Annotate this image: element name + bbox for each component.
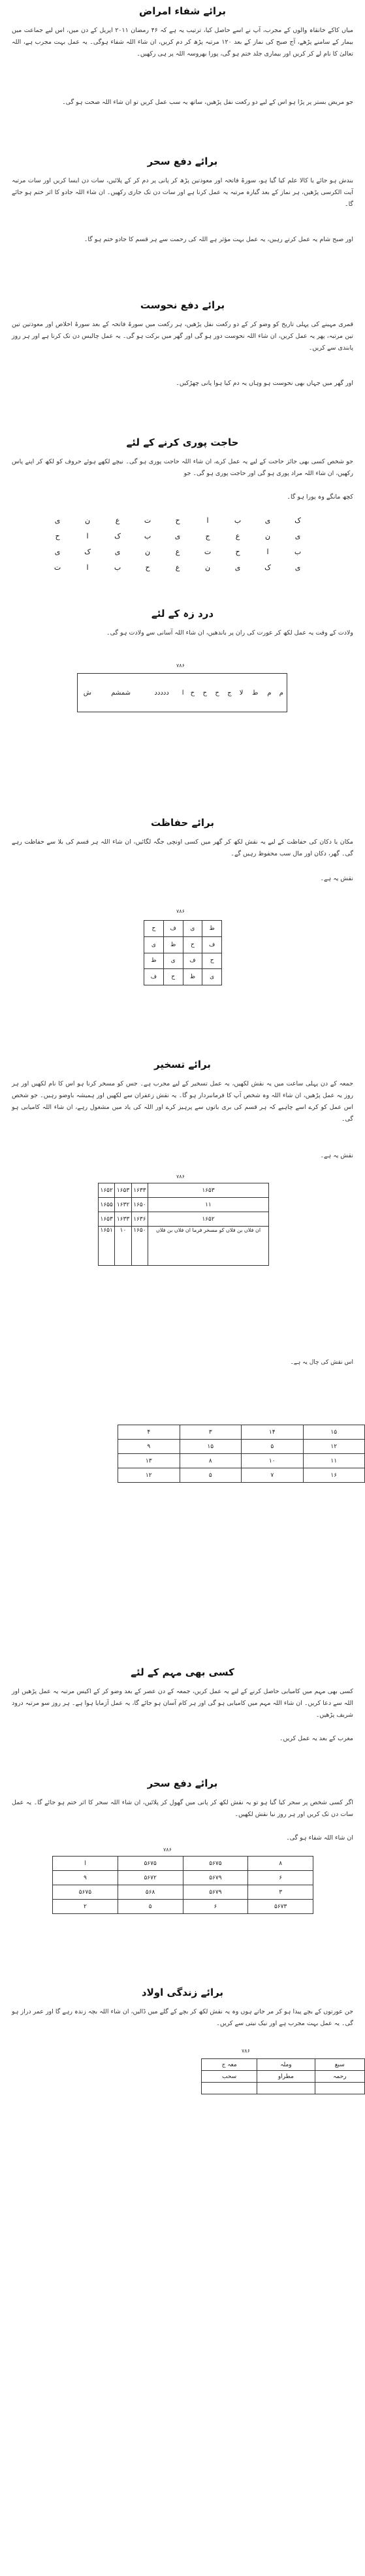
cell: وملہ [257,2059,315,2071]
cell: ۱۶۵۲ [148,1212,269,1227]
letter: ی [294,532,301,540]
cell: شمشم [111,689,131,697]
cell: ۹ [118,1440,180,1454]
letter: ع [115,516,120,525]
cell: مطراو [257,2071,315,2083]
letter: ی [264,516,271,525]
paragraph: اور گھر میں جہاں بھی نحوست ہو وہاں یہ دم کیا ہوا پانی چھڑکیں۔ [176,380,353,387]
letter: ی [294,563,301,572]
cell: معہ ج [202,2059,257,2071]
section-title: برائے دفع سحر [147,156,218,167]
section-title: برائے تسخیر [154,1059,211,1070]
cell: ۱۶۵۳ [148,1183,269,1198]
naqsh-table [98,1183,269,1266]
cell: ۱۵ [180,1440,242,1454]
letter: ن [264,532,271,540]
cell: ددددد [154,689,169,697]
cell: ف [163,921,183,937]
cell: ف [202,936,222,953]
cell: ۱۶۵۱ [99,1227,115,1266]
cell: ۵ [180,1468,242,1483]
paragraph: ولادت کے وقت یہ عمل لکھ کر عورت کی ران پر باندھیں، ان شاء اللہ آسانی سے ولادت ہو گی۔ [106,629,353,636]
cell: ۱۶۳۳ [131,1183,148,1198]
cell: سحب [202,2071,257,2083]
cell: ۳ [248,1885,313,1900]
cell: ح [202,689,207,697]
section-title: برائے زندگی اولاد [141,1987,224,1998]
cell: ۱۶۵۳ [115,1183,131,1198]
cell [315,2083,364,2094]
letter: ا [86,532,89,540]
cell: ۲ [53,1900,118,1914]
cell: ۱۱ [148,1198,269,1212]
letter: ب [144,532,151,540]
cell: ۱۲ [118,1468,180,1483]
cell: ۱۵ [303,1425,365,1440]
cell: ۱۰ [115,1227,131,1266]
letter-row [42,516,313,525]
letter: ن [204,563,211,572]
letter: ک [114,532,121,540]
cell: ی [144,936,164,953]
cell: ظ [183,969,202,985]
cell: ۸ [248,1857,313,1871]
paragraph: اس نقش کی چال یہ ہے۔ [290,1359,353,1366]
cell: ۵۶۷۵ [118,1857,183,1871]
letter: ب [234,516,242,525]
naqsh-frame [77,673,287,712]
cell: ح [183,936,202,953]
letter: ا [86,563,89,572]
cell: ۵۶۷۵ [53,1885,118,1900]
letter: ب [114,563,121,572]
cell: ۱۴ [242,1425,304,1440]
cell: ط [252,689,259,697]
cell: ۵۶۷۳ [248,1900,313,1914]
cell: ح [215,689,219,697]
cell: سبع [315,2059,364,2071]
naqsh-table [118,1425,365,1483]
cell [202,2083,257,2094]
section-title: کسی بھی مہم کے لئے [131,1666,234,1678]
letter: ن [144,548,151,556]
section-title: برائے دفع نحوست [140,299,225,311]
paragraph: ان شاء اللہ شفاء ہو گی۔ [286,1834,353,1841]
cell: ف [183,953,202,969]
letter-row [42,548,313,556]
cell: ۳ [180,1425,242,1440]
letter: ح [175,516,180,525]
cell [257,2083,315,2094]
cell: ف [144,969,164,985]
section-title: برائے حفاظت [151,817,214,829]
section-title: برائے دفع سحر [147,1777,218,1789]
cell: ۱۳ [118,1454,180,1468]
cell: ح [190,689,195,697]
cell: ۹ [53,1871,118,1885]
letter: ت [204,548,212,556]
cell: ظ [144,953,164,969]
cell: لا [239,689,244,697]
cell: ۱۶۵۵ [99,1198,115,1212]
cell: ۱۶۵۲ [99,1183,115,1198]
cell: ظ [163,936,183,953]
letter: ا [266,548,269,556]
cell: ۵۶۷۲ [118,1871,183,1885]
cell: ج [227,689,232,697]
cell: ۶ [248,1871,313,1885]
cell: ی [163,953,183,969]
cell: ۱۱ [303,1454,365,1468]
header-number: ۷۸۶ [242,2048,250,2054]
letter: ی [234,563,241,572]
cell: رحمہ [315,2071,364,2083]
paragraph: بندش ہو جائے یا کالا علم کیا گیا ہو، سورۃ فاتحہ اور معوذتین پڑھ کر پانی پر دم کر کے پلائیں، سات دن ایسا کریں اور سات مرتبہ آیت الکرسی پڑھیں، ہر نماز کے بعد گیارہ مرتبہ یہ عمل کرنا ہے اور سات دن تک جاری رکھیں۔ ان شاء اللہ جادو کا اثر ختم ہو جائے گا۔ [12,177,353,208]
cell-note: ان فلاں بن فلاں کو مسخر فرما ان فلاں بن فلاں [148,1227,269,1266]
paragraph: کچھ مانگے وہ پورا ہو گا۔ [287,493,353,501]
letter: ت [54,563,61,572]
cell: ۸ [180,1454,242,1468]
letter: ع [175,563,180,572]
cell: ۵ [118,1900,183,1914]
cell: ۱۶۳۲ [115,1198,131,1212]
cell: ا [53,1857,118,1871]
cell: ۱۶۵۰ [131,1227,148,1266]
letter: ن [84,516,91,525]
letter: ع [175,548,180,556]
letter: ح [55,532,60,540]
paragraph: مغرب کے بعد یہ عمل کریں۔ [279,1735,353,1742]
cell: ۱۶۵۰ [131,1198,148,1212]
paragraph: نقش یہ ہے۔ [320,1152,353,1159]
letter-row [42,563,313,572]
section-title: حاجت پوری کرنے کے لئے [126,437,239,448]
section-title: برائے شفاء امراض [139,5,226,17]
paragraph: جن عورتوں کے بچے پیدا ہو کر مر جاتے ہوں وہ یہ نقش لکھ کر بچے کے گلے میں ڈالیں، ان شاء اللہ بچہ زندہ رہے گا اور عمر دراز ہو گی۔ یہ عمل بہت مجرب ہے اور نیک نیتی سے کریں۔ [12,2008,353,2027]
cell: ح [144,921,164,937]
cell: ی [202,969,222,985]
paragraph: اگر کسی شخص پر سحر کیا گیا ہو تو یہ نقش لکھ کر پانی میں گھول کر پلائیں، ان شاء اللہ سحر کا اثر ختم ہو جائے گا۔ یہ عمل سات دن تک کریں اور ہر روز نیا نقش لکھیں۔ [12,1799,353,1818]
cell: ۱۰ [242,1454,304,1468]
paragraph: میاں کاکے خانقاہ والوں کے مجرب، آپ نے اسے حاصل کیا، ترتیب یہ ہے کہ ۴۶ رمضان ۲۰۱۱ اپریل کے دن میں، اس لیے جماعت میں بیمار کے سامنے پڑھے، آج صبح کی نماز کے بعد ۱۲۰ مرتبہ پڑھ کر دم کریں، ان شاء اللہ شفاء ہوگی۔ یہ عمل بہت مجرب ہے، اللہ تعالیٰ کا نام لے کر کریں اور بیماری جلد ختم ہو گی، پورا بھروسہ اللہ پر ہی رکھیں۔ [12,27,353,58]
letter: ع [235,532,240,540]
letter: ک [84,548,91,556]
letter: ح [235,548,240,556]
letter: ت [144,516,151,525]
naqsh-table [201,2058,365,2094]
letter: ا [206,516,209,525]
letter-row [42,532,313,540]
header-number: ۷۸۶ [176,1174,185,1180]
cell: ش [83,689,91,697]
letter: ی [54,548,61,556]
cell: ۵۶۷۹ [183,1871,248,1885]
cell: ۴ [118,1425,180,1440]
section-title: درد زہ کے لئے [151,608,214,619]
paragraph: جو مریض بستر پر پڑا ہو اس کے لیے دو رکعت نفل پڑھیں، ساتھ یہ سب عمل کریں تو ان شاء اللہ صحت ہو گی۔ [62,99,353,106]
cell: ح [163,969,183,985]
naqsh-table [52,1856,313,1914]
cell: ۱۶۳۳ [115,1212,131,1227]
naqsh-grid [144,920,222,985]
paragraph: جمعہ کے دن پہلی ساعت میں یہ نقش لکھیں، یہ عمل تسخیر کے لیے مجرب ہے۔ جس کو مسخر کرنا ہو اس کا نام لکھیں اور ہر روز یہ عمل پڑھیں، ان شاء اللہ وہ شخص آپ کا فرمانبردار ہو گا۔ یہ نقش زعفران سے لکھیں اور ہمیشہ باوضو رہیں۔ جو شخص اس عمل کو کرے اسے چاہیے کہ ہر قسم کی بری باتوں سے پرہیز کرے اور اللہ کی یاد میں مشغول رہے، ان شاء اللہ کامیابی ہو گی۔ [12,1080,353,1123]
header-number: ۷۸۶ [163,1847,172,1853]
cell: ح [202,953,222,969]
letter: ی [114,548,121,556]
cell: ۱۶۵۳ [99,1212,115,1227]
header-number: ۷۸۶ [176,908,185,914]
paragraph: نقش یہ ہے۔ [320,875,353,882]
cell: ۷ [242,1468,304,1483]
letter: ی [54,516,61,525]
letter: ی [174,532,181,540]
cell: ۱۲ [303,1440,365,1454]
letter: ب [294,548,302,556]
cell: ۵۶۷۵ [183,1857,248,1871]
cell: ۵ [242,1440,304,1454]
paragraph: مکان یا دکان کی حفاظت کے لیے یہ نقش لکھ کر گھر میں کسی اونچی جگہ لگائیں، ان شاء اللہ ہر قسم کی بلا سے حفاظت رہے گی۔ گھر، دکان اور مال سب محفوظ رہیں گے۔ [12,838,353,857]
cell: م [279,689,283,697]
letter: ک [264,563,271,572]
cell: ی [183,921,202,937]
cell: ۶ [183,1900,248,1914]
paragraph: اور صبح شام یہ عمل کرتے رہیں، یہ عمل بہت مؤثر ہے اللہ کی رحمت سے ہر قسم کا جادو ختم ہو گا۔ [84,236,353,243]
letter: ک [294,516,301,525]
paragraph: قمری مہینے کی پہلی تاریخ کو وضو کر کے دو رکعت نفل پڑھیں، ہر رکعت میں سورۃ فاتحہ کے بعد سورۃ اخلاص اور معوذتین تین تین مرتبہ، پھر یہ عمل کریں، ان شاء اللہ نحوست دور ہو گی اور گھر میں برکت ہو گی۔ یہ عمل چالیس دن تک کرنا ہے اور ہر روز پابندی سے کریں۔ [12,321,353,352]
cell: ا [182,689,184,697]
cell: ۱۶ [303,1468,365,1483]
header-number: ۷۸۶ [176,663,185,669]
cell: ۵۶۷۹ [183,1885,248,1900]
cell: ۱۶۳۶ [131,1212,148,1227]
paragraph: کسی بھی مہم میں کامیابی حاصل کرنے کے لیے یہ عمل کریں، جمعہ کے دن عصر کے بعد وضو کر کے اکیس مرتبہ یہ عمل پڑھیں اور اللہ سے دعا کریں۔ ان شاء اللہ مہم میں کامیابی ہو گی اور ہر کام آسان ہو جائے گا، یہ عمل آزمایا ہوا ہے۔ ہر روز سو مرتبہ درود شریف پڑھیں۔ [12,1688,353,1719]
cell: ظ [202,921,222,937]
cell: ۵۶۸ [118,1885,183,1900]
letter: ج [205,532,210,540]
letter: ح [145,563,150,572]
cell: م [267,689,272,697]
paragraph: جو شخص کسی بھی جائز حاجت کے لیے یہ عمل کرے، ان شاء اللہ حاجت پوری ہو گی۔ نیچے لکھے ہوئے حروف کو لکھ کر اپنے پاس رکھیں، ان شاء اللہ مراد پوری ہو گی اور حاجت پوری ہو گی۔ جو [12,458,353,477]
